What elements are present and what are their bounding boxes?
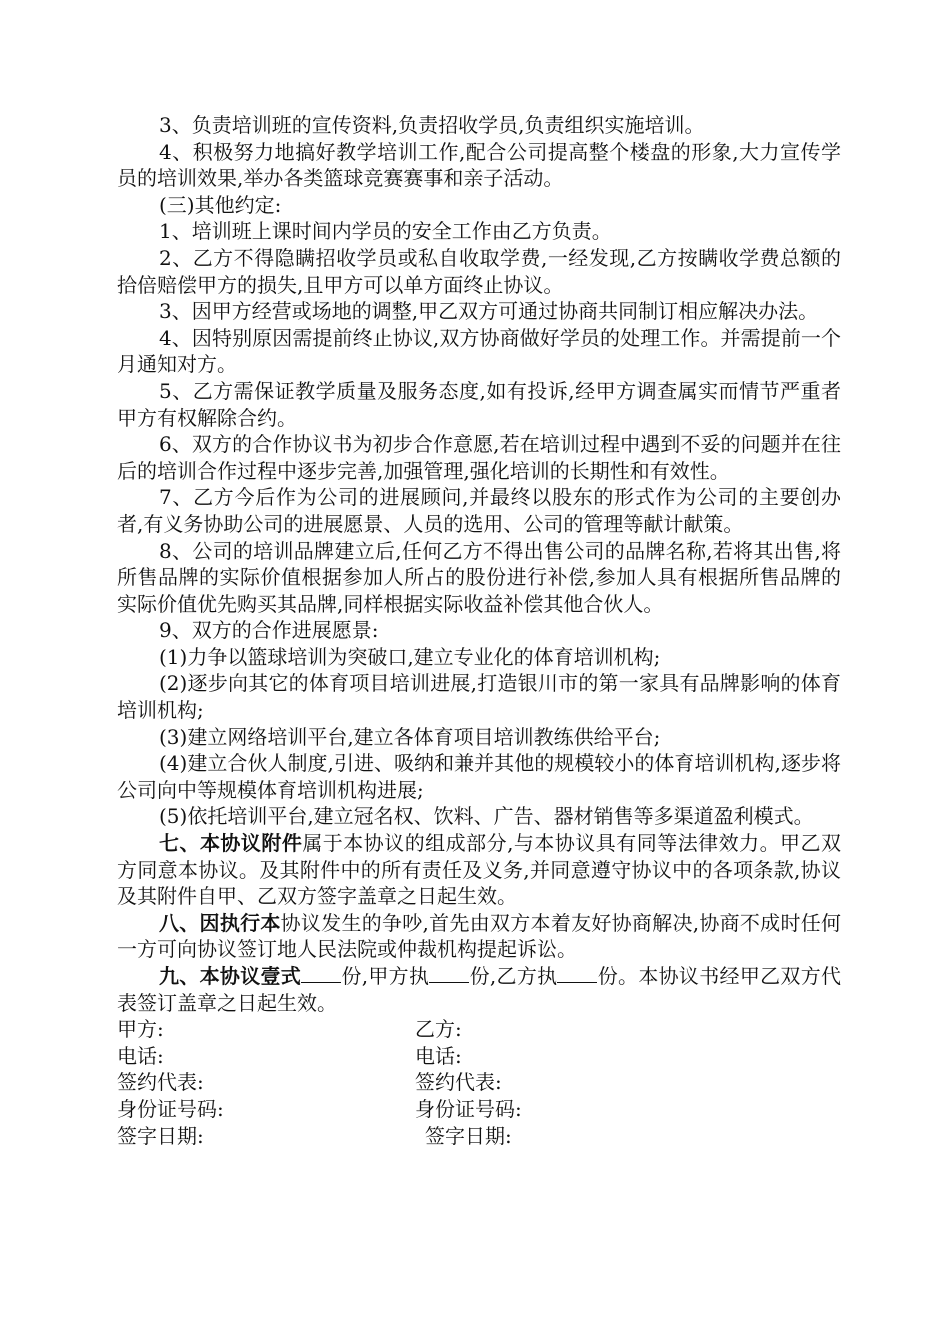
signature-block xyxy=(117,1016,841,1149)
list-item: (5)依托培训平台,建立冠名权、饮料、广告、器材销售等多渠道盈利模式。 xyxy=(159,804,814,829)
list-item: (2)逐步向其它的体育项目培训进展,打造银川市的第一家具有品牌影响的体育培训机构; xyxy=(117,671,841,723)
party-a-id-label: 身份证号码: xyxy=(117,1096,224,1121)
party-a-copies-blank[interactable] xyxy=(429,964,469,983)
paragraph: 2、乙方不得隐瞒招收学员或私自收取学费,一经发现,乙方按瞒收学费总额的拾倍赔偿甲方的损失,且甲方可以单方面终止协议。 xyxy=(117,245,841,297)
paragraph: 1、培训班上课时间内学员的安全工作由乙方负责。 xyxy=(159,219,612,244)
party-a-date-label: 签字日期: xyxy=(117,1123,204,1148)
party-b-representative-label: 签约代表: xyxy=(415,1070,502,1095)
party-a-phone-label: 电话: xyxy=(117,1043,164,1068)
paragraph: 8、公司的培训品牌建立后,任何乙方不得出售公司的品牌名称,若将其出售,将所售品牌的实际价值根据参加人所占的股份进行补偿,参加人具有根据所售品牌的实际价值优先购买其品牌,同样根据实际收益补偿其他合伙人。 xyxy=(117,538,841,616)
party-a-label: 甲方: xyxy=(117,1017,164,1042)
paragraph: 3、负责培训班的宣传资料,负责招收学员,负责组织实施培训。 xyxy=(159,113,705,137)
clause-nine-title: 九、本协议壹式 xyxy=(159,964,302,988)
paragraph: 9、双方的合作进展愿景: xyxy=(159,618,379,643)
party-b-label: 乙方: xyxy=(415,1017,462,1042)
copies-blank[interactable] xyxy=(301,964,341,983)
clause-nine-text: 份。本协议书经甲乙双方代表签订盖章之日起生效。 xyxy=(117,964,842,1015)
paragraph: 5、乙方需保证教学质量及服务态度,如有投诉,经甲方调查属实而情节严重者甲方有权解除合约。 xyxy=(117,378,841,430)
clause-eight xyxy=(117,910,841,963)
list-item: (3)建立网络培训平台,建立各体育项目培训教练供给平台; xyxy=(159,724,661,749)
party-b-date-label: 签字日期: xyxy=(425,1123,512,1148)
clause-nine-text: 份,甲方执 xyxy=(341,964,430,988)
party-a-representative-label: 签约代表: xyxy=(117,1070,204,1095)
paragraph: 6、双方的合作协议书为初步合作意愿,若在培训过程中遇到不妥的问题并在往后的培训合作过程中逐步完善,加强管理,强化培训的长期性和有效性。 xyxy=(117,432,841,483)
document-page xyxy=(117,112,841,1149)
party-b-phone-label: 电话: xyxy=(415,1043,462,1068)
party-b-id-label: 身份证号码: xyxy=(415,1096,522,1121)
clause-nine-text: 份,乙方执 xyxy=(469,964,558,988)
clause-eight-text: 协议发生的争吵,首先由双方本着友好协商解决,协商不成时任何一方可向协议签订地人民法院或仲裁机构提起诉讼。 xyxy=(117,910,841,962)
clause-seven xyxy=(117,830,841,910)
clause-eight-title: 八、因执行本 xyxy=(159,910,281,935)
section-heading: (三)其他约定: xyxy=(159,192,282,217)
party-b-copies-blank[interactable] xyxy=(557,964,597,983)
list-item: (1)力争以篮球培训为突破口,建立专业化的体育培训机构; xyxy=(159,644,661,669)
list-item: (4)建立合伙人制度,引进、吸纳和兼并其他的规模较小的体育培训机构,逐步将公司向中等规模体育培训机构进展; xyxy=(117,751,841,802)
clause-seven-text: 属于本协议的组成部分,与本协议具有同等法律效力。甲乙双方同意本协议。及其附件中的所有责任及义务,并同意遵守协议中的各项条款,协议及其附件自甲、乙双方签字盖章之日起生效。 xyxy=(117,831,842,909)
paragraph: 3、因甲方经营或场地的调整,甲乙双方可通过协商共同制订相应解决办法。 xyxy=(159,299,819,324)
paragraph: 7、乙方今后作为公司的进展顾问,并最终以股东的形式作为公司的主要创办者,有义务协助公司的进展愿景、人员的选用、公司的管理等献计献策。 xyxy=(117,485,841,536)
paragraph: 4、积极努力地搞好教学培训工作,配合公司提高整个楼盘的形象,大力宣传学员的培训效果,举办各类篮球竞赛赛事和亲子活动。 xyxy=(117,139,841,191)
clause-seven-title: 七、本协议附件 xyxy=(159,831,303,856)
clause-nine xyxy=(117,963,841,1016)
paragraph: 4、因特别原因需提前终止协议,双方协商做好学员的处理工作。并需提前一个月通知对方。 xyxy=(117,325,841,377)
